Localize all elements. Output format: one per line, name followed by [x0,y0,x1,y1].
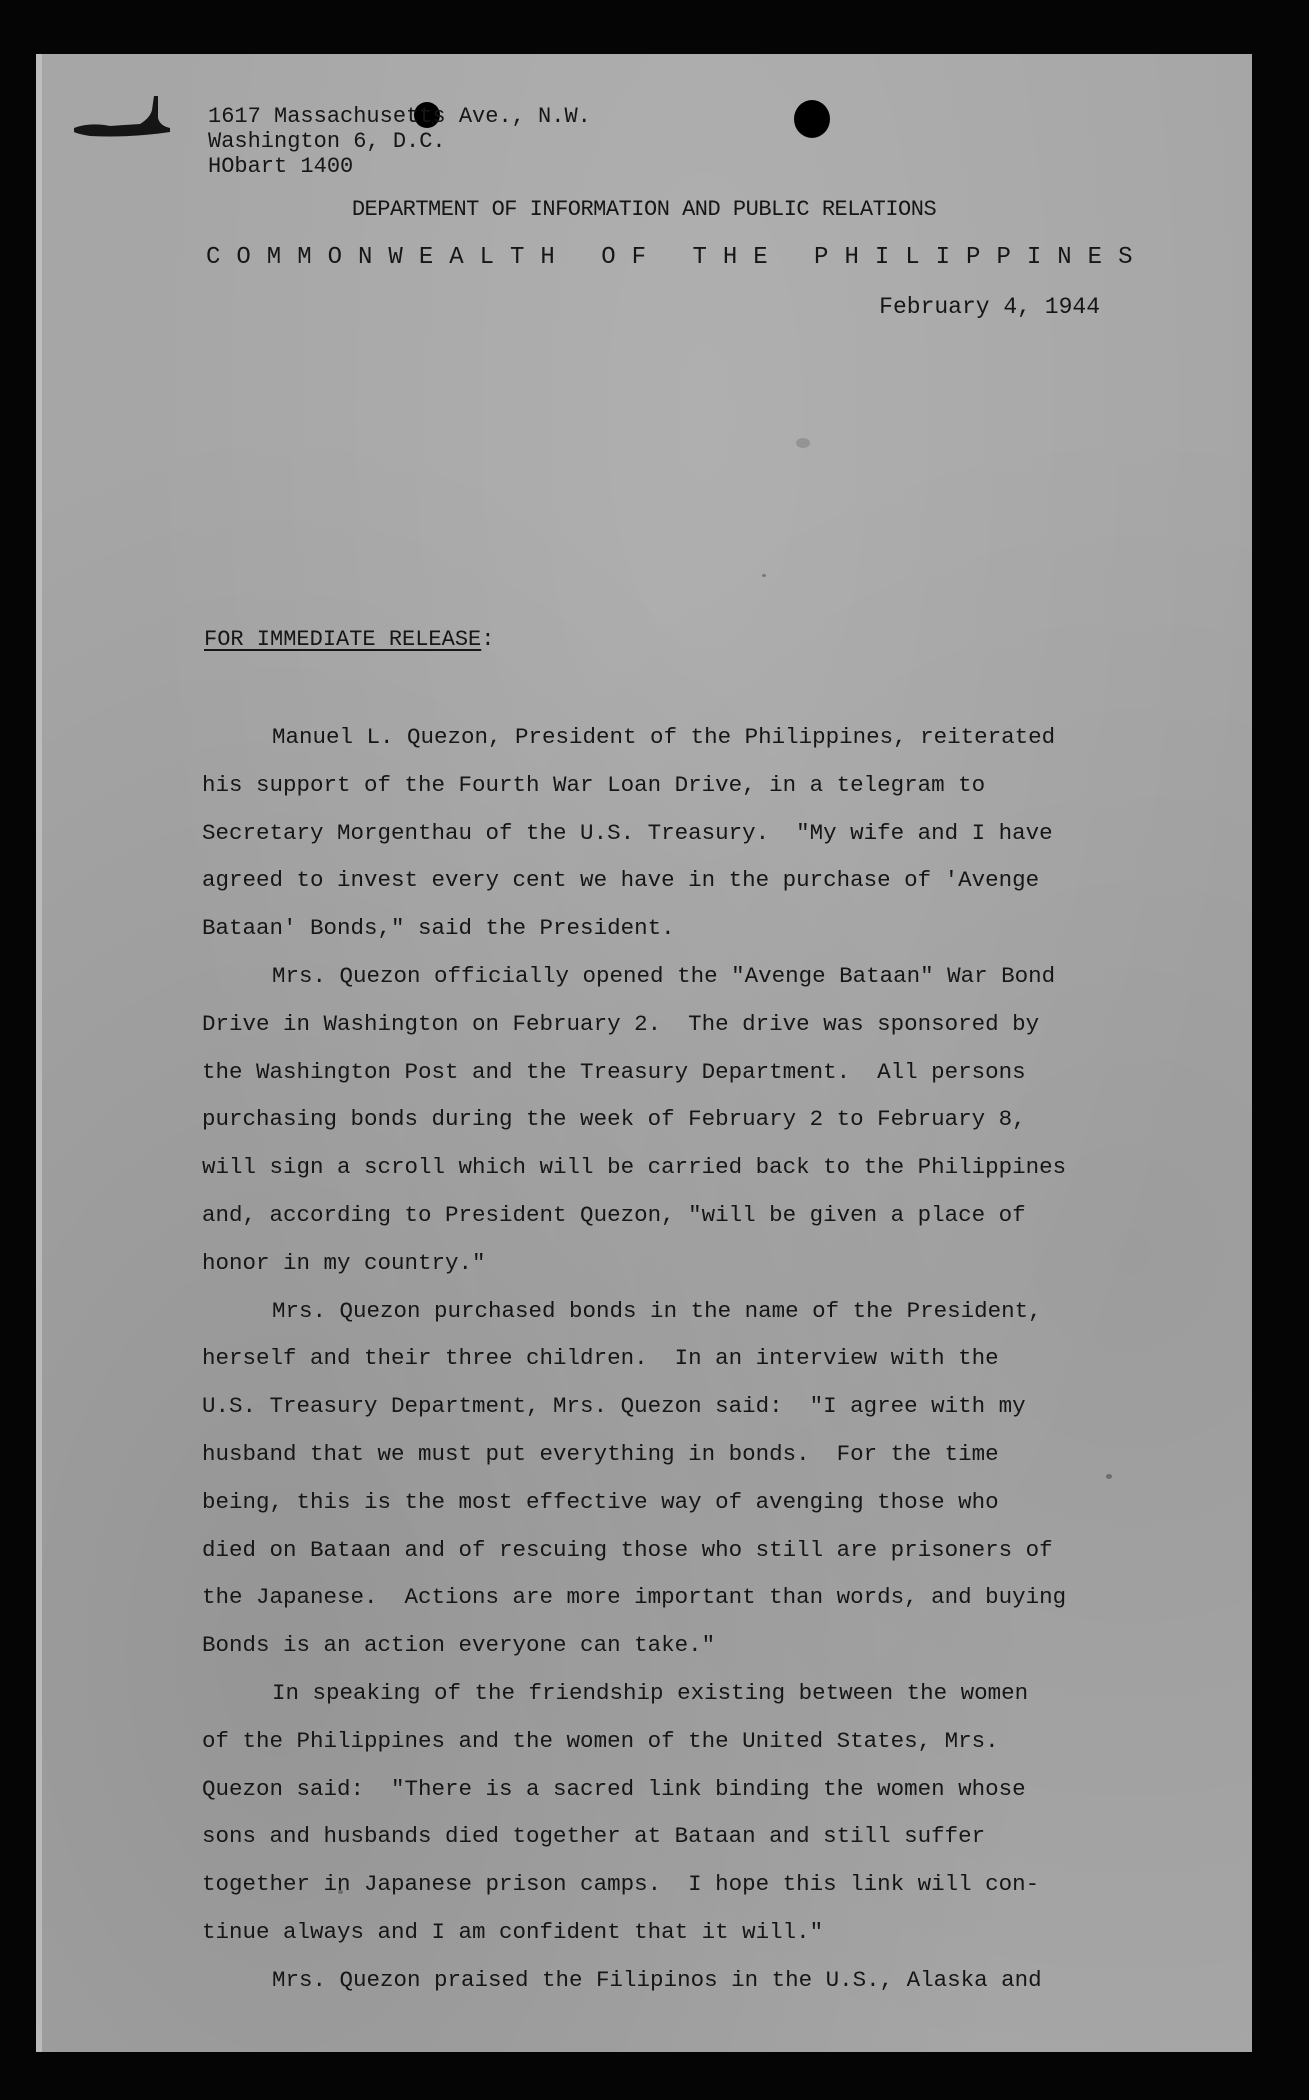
release-heading [204,627,494,652]
text-line: Mrs. Quezon praised the Filipinos in the U.S., Alaska and [272,1966,1042,1993]
paper-speck [762,574,766,577]
release-heading-text: FOR IMMEDIATE RELEASE [204,627,482,652]
paragraph [202,1670,1162,1957]
text-line: and, according to President Quezon, "will be given a place of [202,1201,1026,1228]
paper-sheet [36,54,1252,2052]
text-line: In speaking of the friendship existing between the women [272,1679,1029,1706]
text-line: Bataan' Bonds," said the President. [202,915,675,942]
address-line: Washington 6, D.C. [208,129,446,154]
text-line: Mrs. Quezon officially opened the "Avenge Bataan" War Bond [272,962,1056,989]
paper-edge [36,54,42,2052]
text-line: Mrs. Quezon purchased bonds in the name of the President, [272,1297,1042,1324]
press-release-body [202,714,1162,2005]
commonwealth-heading: COMMONWEALTH OF THE PHILIPPINES [206,244,1149,271]
paragraph [202,1288,1162,1670]
paper-clip-icon [70,88,180,148]
address-line: 1617 Massachusetts Ave., N.W. [208,104,591,129]
text-line: Bonds is an action everyone can take." [202,1632,716,1659]
paragraph [202,953,1162,1288]
text-line: of the Philippines and the women of the United States, Mrs. [202,1727,999,1754]
text-line: Drive in Washington on February 2. The drive was sponsored by [202,1010,1040,1037]
release-heading-colon: : [481,627,495,652]
text-line: together in Japanese prison camps. I hope this link will con- [202,1871,1040,1898]
text-line: agreed to invest every cent we have in the purchase of 'Avenge [202,867,1040,894]
text-line: being, this is the most effective way of avenging those who [202,1488,999,1515]
text-line: husband that we must put everything in bonds. For the time [202,1440,999,1467]
address-line: HObart 1400 [208,154,354,179]
punch-hole [794,100,830,138]
text-line: sons and husbands died together at Bataan and still suffer [202,1823,986,1850]
text-line: the Washington Post and the Treasury Department. All persons [202,1058,1026,1085]
paper-speck [338,1890,343,1894]
text-line: his support of the Fourth War Loan Drive, in a telegram to [202,771,986,798]
return-address [208,104,591,179]
text-line: honor in my country." [202,1249,486,1276]
text-line: the Japanese. Actions are more important than words, and buying [202,1584,1067,1611]
paper-speck [796,438,810,448]
text-line: Secretary Morgenthau of the U.S. Treasury. "My wife and I have [202,819,1053,846]
text-line: tinue always and I am confident that it will." [202,1918,824,1945]
text-line: died on Bataan and of rescuing those who still are prisoners of [202,1536,1053,1563]
paragraph [202,714,1162,953]
department-heading: DEPARTMENT OF INFORMATION AND PUBLIC RELATIONS [351,197,937,222]
text-line: purchasing bonds during the week of February 2 to February 8, [202,1106,1026,1133]
text-line: will sign a scroll which will be carried back to the Philippines [202,1154,1067,1181]
text-line: Manuel L. Quezon, President of the Philippines, reiterated [272,724,1056,750]
paper-speck [1106,1474,1112,1479]
document-date: February 4, 1944 [879,294,1100,320]
text-line: herself and their three children. In an interview with the [202,1345,999,1372]
text-line: U.S. Treasury Department, Mrs. Quezon said: "I agree with my [202,1393,1026,1420]
text-line: Quezon said: "There is a sacred link binding the women whose [202,1775,1026,1802]
paragraph [202,1957,1162,2005]
